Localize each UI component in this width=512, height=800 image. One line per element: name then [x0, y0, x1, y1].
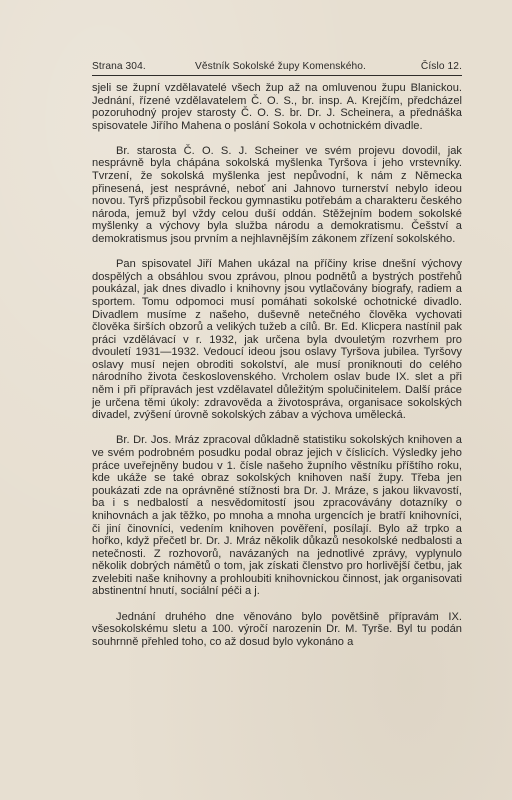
paragraph-3: Pan spisovatel Jiří Mahen ukázal na příčiny krise dnešní výchovy dospělých a obsáhlou svou zprávou, plnou podnětů a bystrých postřehů poukázal, jak dnes divadlo i knihovny jsou vytlačovány biografy, radiem a sportem. Tomu odpomoci musí pomáhati sokolské ochotnické divadlo. Divadlem musíme z našeho, duševně netečného člověka vychovati člověka širších obzorů a velikých tužeb a cílů. Br. Ed. Klicpera nastínil pak práci vzdělávací v r. 1932, jak určena byla dvouletým rozvrhem pro dvouletí 1931—1932. Vedoucí ideou jsou oslavy Tyršova jubilea. Tyršovy oslavy musí nejen obroditi sokolství, ale musí proniknouti do celého národního života československého. Vrcholem oslav bude IX. slet a při něm i při přípravách jest vzdělavatel důležitým spolučinitelem. Další práce je určena těmi úkoly: zdravověda a životospráva, organisace sokolských divadel, zvýšení úrovně sokolských zábav a výchova umělecká.	[92, 258, 462, 422]
issue-number: Číslo 12.	[420, 61, 462, 72]
header-rule	[92, 75, 462, 76]
journal-title: Věstník Sokolské župy Komenského.	[195, 61, 366, 72]
paragraph-1: sjeli se župní vzdělavatelé všech žup až na omluvenou župu Blanickou. Jednání, řízené vzdělavatelem Č. O. S., br. insp. A. Krejčím, předcházel pozoruhodný projev starosty Č. O. S. br. Dr. J. Scheinera, a přednáška spisovatele Jiřího Mahena o poslání Sokola v ochotnickém divadle.	[92, 82, 462, 132]
running-header	[92, 58, 462, 76]
article-body	[92, 82, 462, 661]
paragraph-5: Jednání druhého dne věnováno bylo povětšině přípravám IX. všesokolskému sletu a 100. výročí narozenin Dr. M. Tyrše. Byl tu podán souhrnně přehled toho, co až dosud bylo vykonáno a	[92, 610, 462, 648]
paragraph-2: Br. starosta Č. O. S. J. Scheiner ve svém projevu dovodil, jak nesprávně byla chápána sokolská myšlenka Tyršova i jeho vrstevníky. Tvrzení, že sokolská myšlenka jest nepůvodní, k nám z Německa přinesená, jest nesprávné, neboť ani Jahnovo turnerství nebylo ideou novou. Tyrš přizpůsobil řeckou gymnastiku potřebám a charakteru českého národa, jemuž byl vždy celou duší oddán. Stěžejním bodem sokolské myšlenky a výchovy byla služba národu a demokratismu. Češství a demokratismus jsou prvním a nejhlavnějším zákonem zřízení sokolského.	[92, 144, 462, 246]
paragraph-4: Br. Dr. Jos. Mráz zpracoval důkladně statistiku sokolských knihoven a ve svém podrobném posudku podal obraz jejich v číslicích. Výsledky jeho práce uveřejněny budou v 1. čísle našeho župního věstníku příštího roku, kde ukáže se také obraz sokolských knihoven naší župy. Třeba jen poukázati zde na oprávněné stížnosti bra Dr. J. Mráze, s jakou likvavostí, ba i s nedbalostí a nesvědomitostí jsou zpracovávány dotazníky o knihovnách a jak těžko, po mnoha a mnoha urgencích je bratří knihovníci, či jiní činovníci, vedením knihoven pověření, posílají. Bylo až trpko a hořko, když přečetl br. Dr. J. Mráz několik důkazů nesokolské nedbalosti a netečnosti. Z rozhovorů, navázaných na jednotlivé zprávy, vyplynulo několik dobrých námětů o tom, jak získati členstvo pro horlivější četbu, jak zvelebiti naše knihovny a prohloubiti knihovnickou činnost, jak organisovati abstinentní hnutí, sociální péči a j.	[92, 434, 462, 598]
page-number: Strana 304.	[92, 61, 146, 72]
